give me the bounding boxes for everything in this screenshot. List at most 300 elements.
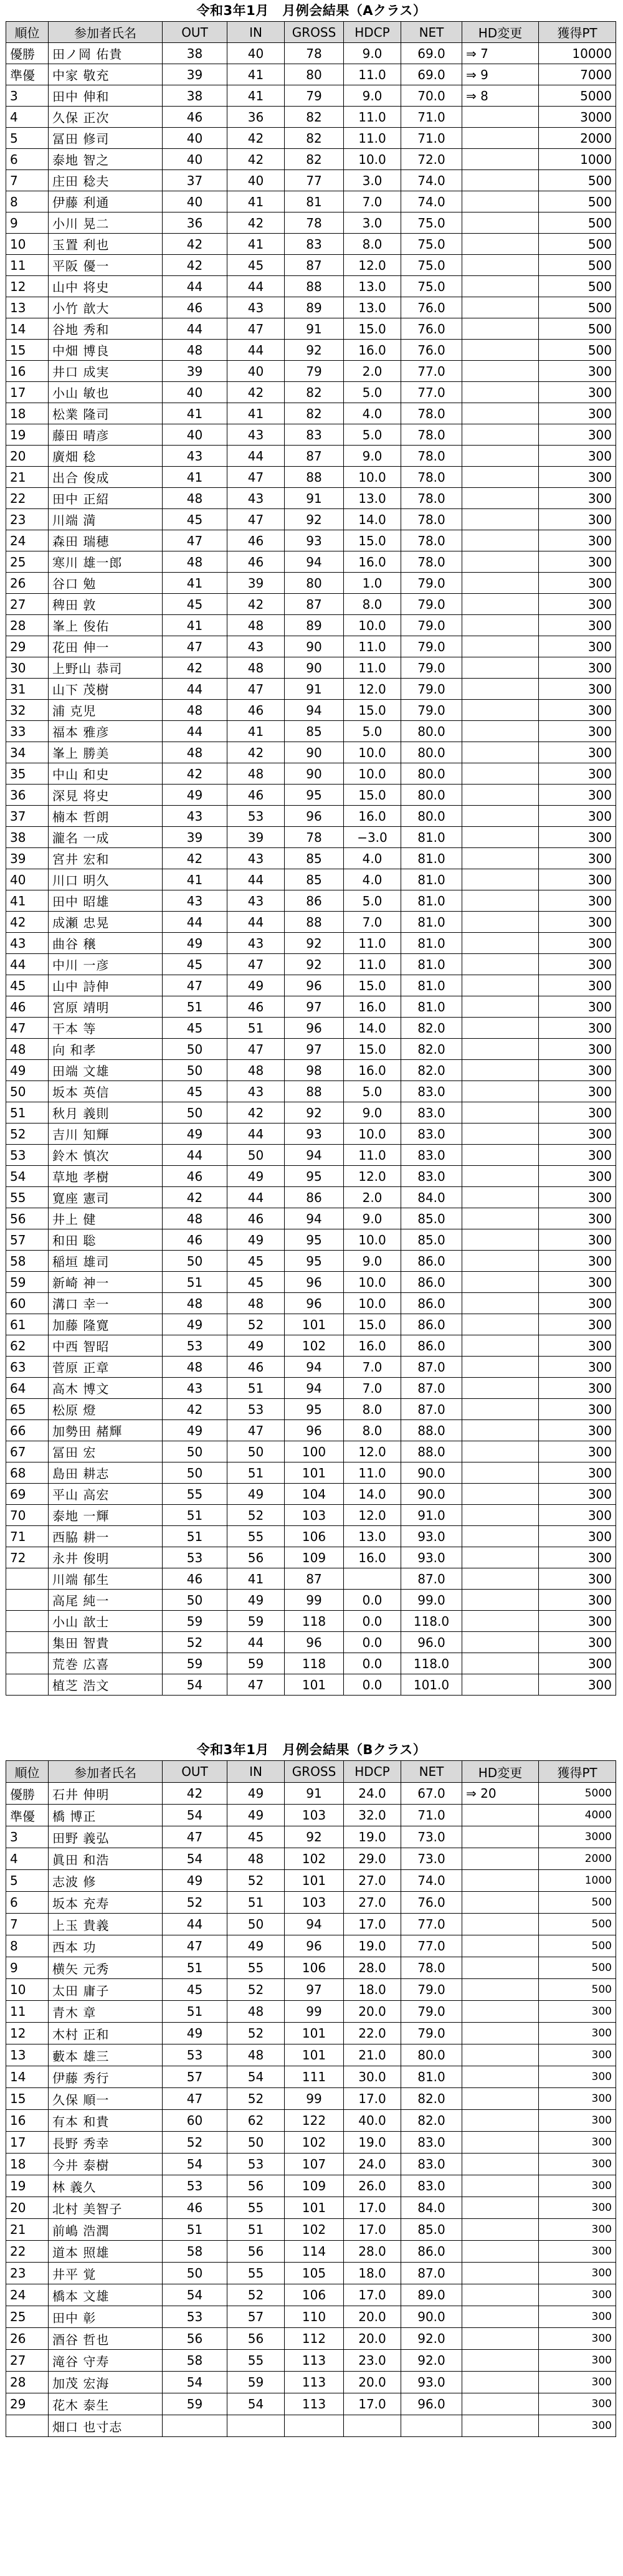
cell-name: 木村 正和 [49,2023,163,2044]
cell-in: 45 [227,1272,285,1293]
table-row [6,2175,616,2197]
cell-in: 52 [227,2023,285,2044]
cell-hdcp: 11.0 [344,657,401,679]
cell-rank [6,1653,49,1674]
cell-name: 成瀬 忠晃 [49,912,163,933]
cell-points: 300 [539,2132,616,2154]
cell-in: 50 [227,1914,285,1935]
results-table-a-class [6,21,616,1696]
section-gap [0,1696,623,1739]
col-header-rank: 順位 [6,1761,49,1783]
cell-gross: 103 [285,1892,344,1914]
cell-in: 45 [227,1826,285,1848]
table-header-row [6,1761,616,1783]
cell-in: 55 [227,1957,285,1979]
cell-in: 46 [227,1357,285,1378]
cell-in: 48 [227,2001,285,2023]
table-row [6,1935,616,1957]
cell-hd-change [462,1420,539,1441]
cell-gross: 101 [285,1314,344,1335]
cell-name: 田ノ岡 佑貴 [49,43,163,64]
cell-hd-change [462,1632,539,1653]
cell-out: 56 [163,2328,227,2350]
cell-name: 峯上 俊佑 [49,615,163,636]
cell-rank: 57 [6,1229,49,1251]
cell-net: 81.0 [401,827,462,848]
cell-name: 太田 庸子 [49,1979,163,2001]
cell-hd-change [462,276,539,297]
cell-net: 79.0 [401,636,462,657]
cell-points: 300 [539,2372,616,2393]
cell-name: 山中 将史 [49,276,163,297]
cell-name: 菅原 正章 [49,1357,163,1378]
cell-gross: 93 [285,530,344,551]
cell-rank: 43 [6,933,49,954]
col-header-points: 獲得PT [539,1761,616,1783]
cell-net: 88.0 [401,1420,462,1441]
cell-gross: 102 [285,1848,344,1870]
cell-in: 41 [227,64,285,85]
cell-points: 500 [539,234,616,255]
cell-hd-change [462,679,539,700]
cell-out: 44 [163,1145,227,1166]
cell-points: 500 [539,1979,616,2001]
cell-hdcp: 15.0 [344,1314,401,1335]
cell-hdcp: 17.0 [344,2393,401,2415]
table-row [6,340,616,361]
cell-out: 43 [163,890,227,912]
cell-rank: 35 [6,763,49,785]
cell-hd-change [462,530,539,551]
cell-out: 55 [163,1484,227,1505]
cell-hdcp: 3.0 [344,212,401,234]
cell-hd-change [462,446,539,467]
cell-name: 宮井 宏和 [49,848,163,869]
table-row [6,2001,616,2023]
cell-net: 75.0 [401,276,462,297]
cell-name: 田野 義弘 [49,1826,163,1848]
cell-points: 300 [539,1420,616,1441]
cell-net: 87.0 [401,1378,462,1399]
cell-gross: 90 [285,763,344,785]
cell-points: 300 [539,361,616,382]
table-row [6,1293,616,1314]
cell-points: 500 [539,191,616,212]
cell-points: 300 [539,657,616,679]
cell-name: 酒谷 哲也 [49,2328,163,2350]
cell-gross: 77 [285,170,344,191]
table-row [6,1441,616,1462]
cell-hdcp: 7.0 [344,912,401,933]
cell-in: 46 [227,530,285,551]
cell-points: 300 [539,2219,616,2241]
cell-in: 41 [227,234,285,255]
cell-hd-change [462,2197,539,2219]
cell-hd-change [462,255,539,276]
cell-net: 73.0 [401,1848,462,1870]
col-header-net: NET [401,22,462,43]
cell-hdcp: 15.0 [344,700,401,721]
cell-rank: 34 [6,742,49,763]
cell-gross: 87 [285,255,344,276]
cell-points: 300 [539,1039,616,1060]
cell-net: 67.0 [401,1783,462,1805]
cell-in: 40 [227,361,285,382]
cell-name: 和田 聡 [49,1229,163,1251]
cell-points: 300 [539,488,616,509]
cell-gross: 88 [285,276,344,297]
table-row [6,594,616,615]
cell-points: 300 [539,530,616,551]
cell-gross: 97 [285,1979,344,2001]
cell-hdcp: 1.0 [344,573,401,594]
cell-in: 52 [227,2284,285,2306]
cell-in: 52 [227,1870,285,1892]
table-row [6,1611,616,1632]
cell-rank: 44 [6,954,49,975]
cell-out: 46 [163,2197,227,2219]
cell-hdcp: 8.0 [344,1399,401,1420]
cell-rank: 5 [6,1870,49,1892]
cell-net: 85.0 [401,2219,462,2241]
cell-rank: 38 [6,827,49,848]
cell-name: 宮原 靖明 [49,996,163,1018]
cell-rank: 32 [6,700,49,721]
cell-hdcp: 16.0 [344,1060,401,1081]
cell-net: 84.0 [401,2197,462,2219]
cell-gross: 97 [285,996,344,1018]
cell-net: 69.0 [401,64,462,85]
cell-out: 43 [163,446,227,467]
cell-hd-change [462,2001,539,2023]
cell-rank: 26 [6,2328,49,2350]
cell-rank: 16 [6,2110,49,2132]
cell-hd-change [462,700,539,721]
table-row [6,763,616,785]
cell-gross: 103 [285,1805,344,1826]
cell-points: 500 [539,297,616,318]
cell-hdcp: 29.0 [344,1848,401,1870]
cell-name: 荒巻 広喜 [49,1653,163,1674]
cell-gross: 82 [285,107,344,128]
table-row [6,848,616,869]
cell-out: 51 [163,1526,227,1547]
cell-hd-change [462,615,539,636]
cell-gross: 106 [285,1957,344,1979]
cell-hd-change [462,933,539,954]
cell-points: 3000 [539,1826,616,1848]
cell-net: 70.0 [401,85,462,107]
cell-out: 59 [163,1653,227,1674]
col-header-in: IN [227,22,285,43]
cell-out: 57 [163,2066,227,2088]
table-row [6,297,616,318]
cell-name: 道本 照雄 [49,2241,163,2263]
cell-in: 45 [227,255,285,276]
cell-hdcp: 24.0 [344,2154,401,2175]
cell-in: 47 [227,1039,285,1060]
cell-net: 82.0 [401,1060,462,1081]
cell-in: 56 [227,2328,285,2350]
cell-in: 47 [227,509,285,530]
cell-hdcp: 13.0 [344,488,401,509]
cell-hd-change [462,1526,539,1547]
cell-hdcp: 20.0 [344,2306,401,2328]
cell-points: 5000 [539,85,616,107]
cell-hd-change [462,721,539,742]
cell-out: 46 [163,1568,227,1590]
cell-points: 500 [539,1892,616,1914]
cell-net: 101.0 [401,1674,462,1696]
table-row [6,2110,616,2132]
cell-name: 眞田 和浩 [49,1848,163,1870]
cell-points: 300 [539,912,616,933]
cell-points: 5000 [539,1783,616,1805]
cell-out: 47 [163,1935,227,1957]
cell-name: 庄田 稔夫 [49,170,163,191]
cell-points: 300 [539,382,616,403]
cell-points: 300 [539,509,616,530]
cell-points: 300 [539,700,616,721]
cell-hdcp: 10.0 [344,1229,401,1251]
cell-in: 49 [227,1935,285,1957]
cell-rank: 25 [6,551,49,573]
cell-gross: 88 [285,912,344,933]
cell-hdcp: 9.0 [344,85,401,107]
cell-net: 79.0 [401,594,462,615]
cell-hd-change [462,1102,539,1123]
cell-out [163,2415,227,2437]
cell-in: 46 [227,700,285,721]
cell-name: 小川 晃二 [49,212,163,234]
cell-in: 44 [227,1632,285,1653]
cell-rank: 4 [6,1848,49,1870]
cell-net: 75.0 [401,255,462,276]
table-row [6,1314,616,1335]
table-row [6,403,616,424]
cell-points: 2000 [539,1848,616,1870]
cell-in: 48 [227,763,285,785]
cell-hd-change [462,1123,539,1145]
table-row [6,806,616,827]
cell-net: 88.0 [401,1441,462,1462]
cell-net: 90.0 [401,1484,462,1505]
cell-rank: 50 [6,1081,49,1102]
cell-in: 48 [227,1060,285,1081]
cell-hdcp: 5.0 [344,890,401,912]
cell-out: 50 [163,2263,227,2284]
cell-net: 84.0 [401,1187,462,1208]
cell-rank [6,1674,49,1696]
table-row [6,1870,616,1892]
cell-gross: 90 [285,657,344,679]
cell-out: 58 [163,2241,227,2263]
cell-net: 81.0 [401,933,462,954]
table-row [6,509,616,530]
table-row [6,679,616,700]
cell-name: 伊藤 秀行 [49,2066,163,2088]
cell-name: 藤田 晴彦 [49,424,163,446]
cell-hd-change [462,1914,539,1935]
cell-points: 300 [539,1484,616,1505]
cell-rank: 71 [6,1526,49,1547]
cell-name: 植芝 浩文 [49,1674,163,1696]
cell-points: 300 [539,1123,616,1145]
cell-hdcp: 10.0 [344,1272,401,1293]
table-row [6,933,616,954]
cell-rank: 61 [6,1314,49,1335]
cell-gross: 101 [285,2044,344,2066]
cell-name: 松業 隆司 [49,403,163,424]
cell-net: 78.0 [401,509,462,530]
cell-in: 41 [227,721,285,742]
cell-name: 久保 正次 [49,107,163,128]
cell-net: 99.0 [401,1590,462,1611]
cell-points: 300 [539,2393,616,2415]
cell-net: 80.0 [401,763,462,785]
cell-rank: 58 [6,1251,49,1272]
cell-net: 72.0 [401,149,462,170]
cell-points: 300 [539,467,616,488]
cell-out: 50 [163,1039,227,1060]
cell-out: 50 [163,1441,227,1462]
table-row [6,212,616,234]
cell-net: 75.0 [401,212,462,234]
col-header-gross: GROSS [285,22,344,43]
cell-out: 48 [163,488,227,509]
table-row [6,1653,616,1674]
cell-out: 40 [163,382,227,403]
cell-hd-change [462,2350,539,2372]
cell-hd-change [462,2044,539,2066]
cell-gross: 83 [285,234,344,255]
cell-rank: 13 [6,297,49,318]
cell-name: 中山 和史 [49,763,163,785]
cell-gross: 89 [285,297,344,318]
cell-name: 冨田 修司 [49,128,163,149]
cell-net: 77.0 [401,361,462,382]
cell-in: 62 [227,2110,285,2132]
cell-points: 300 [539,1357,616,1378]
table-row [6,1805,616,1826]
cell-hdcp: 5.0 [344,424,401,446]
cell-net: 71.0 [401,1805,462,1826]
cell-in: 53 [227,2154,285,2175]
cell-points: 300 [539,1060,616,1081]
table-row [6,573,616,594]
cell-rank: 21 [6,467,49,488]
cell-gross: 91 [285,318,344,340]
cell-rank: 21 [6,2219,49,2241]
cell-in: 59 [227,2372,285,2393]
cell-points: 300 [539,742,616,763]
cell-hd-change [462,2175,539,2197]
cell-hdcp: 20.0 [344,2372,401,2393]
cell-hdcp: 15.0 [344,318,401,340]
cell-points: 300 [539,2328,616,2350]
cell-hd-change [462,1335,539,1357]
cell-net: 80.0 [401,742,462,763]
cell-rank: 30 [6,657,49,679]
table-row [6,424,616,446]
cell-hdcp: 27.0 [344,1892,401,1914]
cell-gross: 99 [285,2088,344,2110]
cell-hd-change [462,1848,539,1870]
cell-rank: 62 [6,1335,49,1357]
cell-in: 42 [227,742,285,763]
cell-rank [6,1590,49,1611]
table-row [6,869,616,890]
cell-name: 谷口 勉 [49,573,163,594]
table-row [6,1547,616,1568]
cell-name: 西本 功 [49,1935,163,1957]
cell-hdcp: 2.0 [344,1187,401,1208]
cell-hd-change [462,1870,539,1892]
cell-hd-change [462,234,539,255]
cell-hdcp: 12.0 [344,679,401,700]
cell-gross: 79 [285,85,344,107]
cell-out: 47 [163,2088,227,2110]
cell-net: 82.0 [401,2110,462,2132]
cell-hdcp: 17.0 [344,2088,401,2110]
cell-hdcp: 27.0 [344,1870,401,1892]
cell-net: 74.0 [401,1870,462,1892]
cell-out: 51 [163,1957,227,1979]
table-row [6,2328,616,2350]
cell-hdcp: 28.0 [344,2241,401,2263]
cell-out: 37 [163,170,227,191]
cell-gross: 109 [285,1547,344,1568]
table-row [6,276,616,297]
cell-gross: 111 [285,2066,344,2088]
cell-points: 500 [539,170,616,191]
cell-points: 300 [539,869,616,890]
table-row [6,530,616,551]
cell-rank: 31 [6,679,49,700]
table-row [6,954,616,975]
cell-name: 中畑 博良 [49,340,163,361]
cell-net: 96.0 [401,2393,462,2415]
cell-in: 40 [227,170,285,191]
cell-gross: 86 [285,890,344,912]
cell-out: 53 [163,1547,227,1568]
cell-hd-change [462,869,539,890]
cell-name: 井平 覚 [49,2263,163,2284]
cell-points: 300 [539,1505,616,1526]
cell-hd-change [462,1505,539,1526]
cell-points: 300 [539,1229,616,1251]
cell-net: 77.0 [401,1935,462,1957]
cell-hdcp: 7.0 [344,191,401,212]
cell-name: 溝口 幸一 [49,1293,163,1314]
cell-name: 廣畑 稔 [49,446,163,467]
cell-name: 玉置 利也 [49,234,163,255]
table-row [6,1229,616,1251]
cell-rank: 68 [6,1462,49,1484]
cell-hdcp: 15.0 [344,785,401,806]
cell-name: 浦 克児 [49,700,163,721]
cell-hdcp: 14.0 [344,1484,401,1505]
col-header-hd-change: HD変更 [462,22,539,43]
cell-in: 43 [227,297,285,318]
table-row [6,2197,616,2219]
cell-hd-change [462,1060,539,1081]
cell-net: 87.0 [401,1399,462,1420]
cell-net: 79.0 [401,615,462,636]
cell-in: 47 [227,1420,285,1441]
cell-hd-change [462,2110,539,2132]
cell-points: 300 [539,1018,616,1039]
